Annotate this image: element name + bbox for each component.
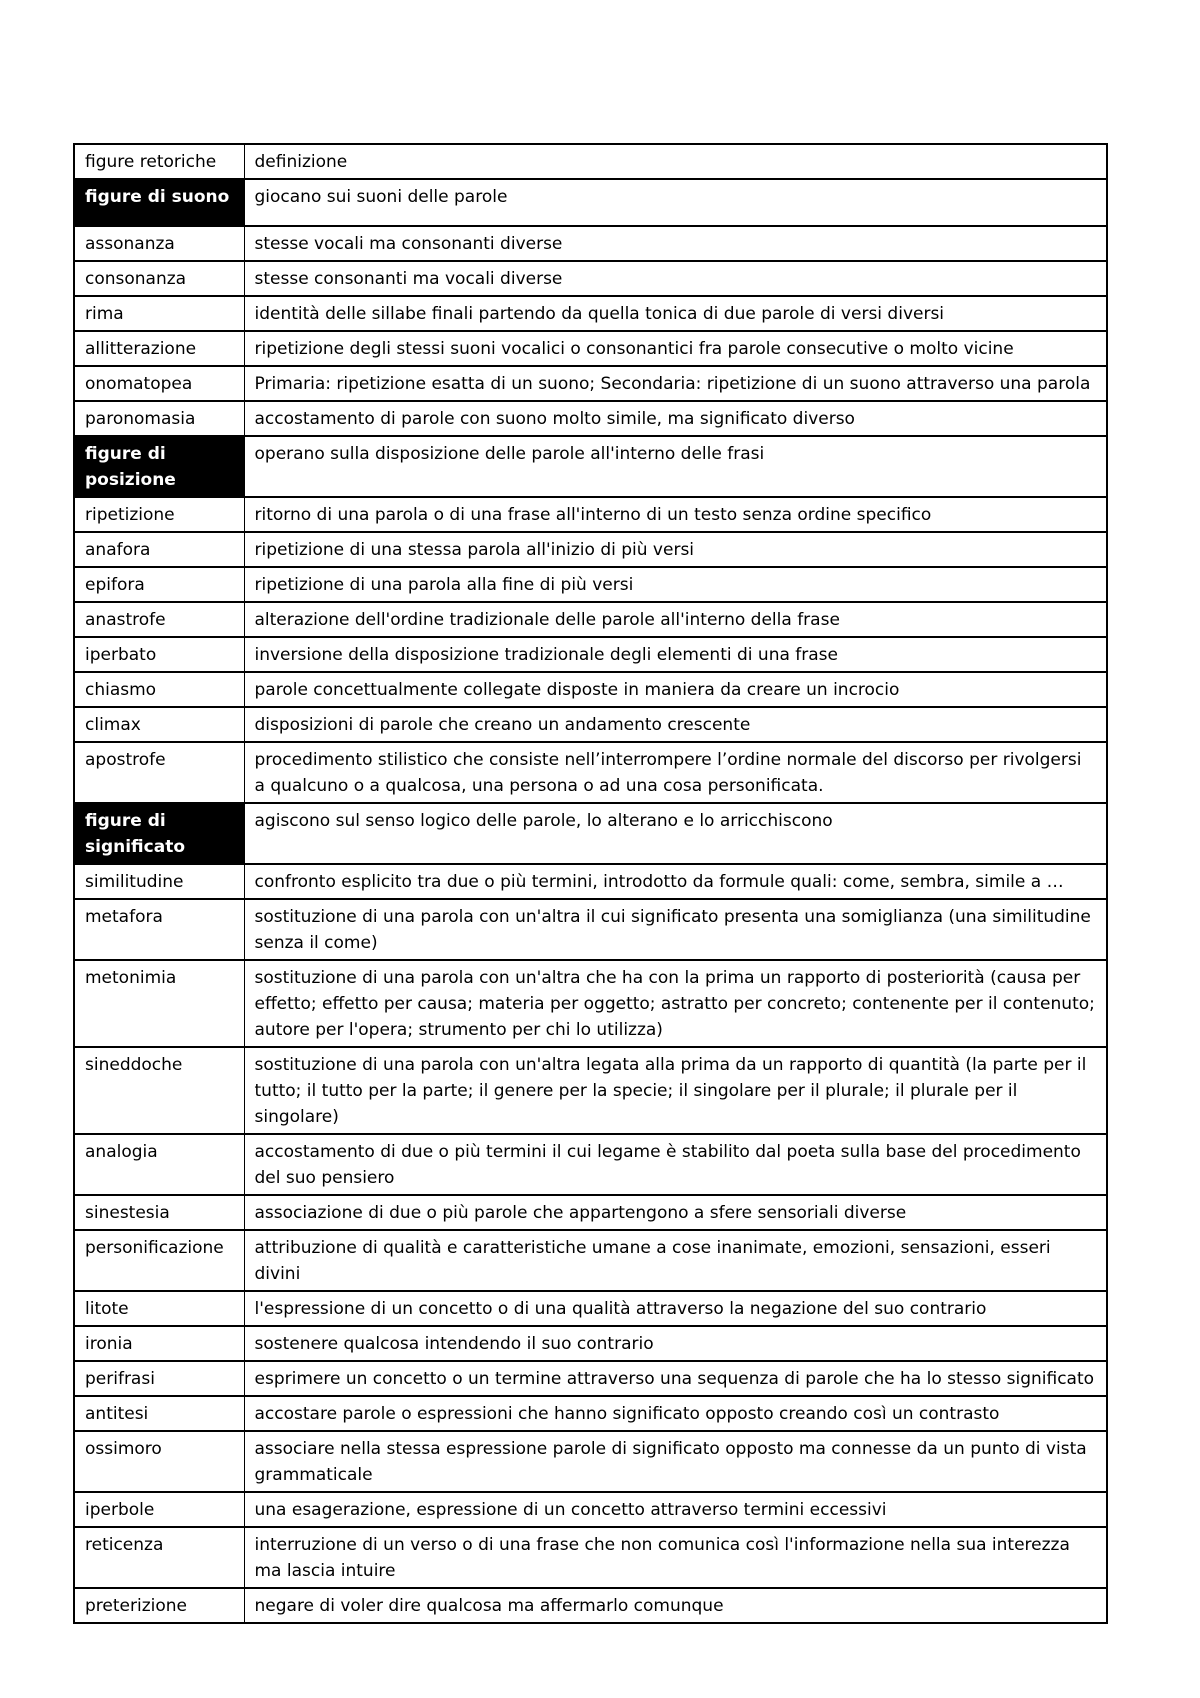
- table-row: [74, 1230, 1107, 1291]
- table-row: [74, 637, 1107, 672]
- header-definition: definizione: [244, 144, 1107, 179]
- definition-cell: associare nella stessa espressione parole di significato opposto ma connesse da un punto di vista grammaticale: [244, 1431, 1107, 1492]
- term-cell: metafora: [74, 899, 244, 960]
- definition-cell: ritorno di una parola o di una frase all'interno di un testo senza ordine specifico: [244, 497, 1107, 532]
- term-cell: paronomasia: [74, 401, 244, 436]
- table-row: [74, 1431, 1107, 1492]
- term-cell: iperbole: [74, 1492, 244, 1527]
- definition-cell: identità delle sillabe finali partendo da quella tonica di due parole di versi diversi: [244, 296, 1107, 331]
- table-row: [74, 672, 1107, 707]
- table-row: [74, 707, 1107, 742]
- header-term: figure retoriche: [74, 144, 244, 179]
- definition-cell: procedimento stilistico che consiste nell’interrompere l’ordine normale del discorso per rivolgersi a qualcuno o a qualcosa, una persona o ad una cosa personificata.: [244, 742, 1107, 803]
- definition-cell: inversione della disposizione tradizionale degli elementi di una frase: [244, 637, 1107, 672]
- table-row: [74, 899, 1107, 960]
- term-cell: ossimoro: [74, 1431, 244, 1492]
- table-row: [74, 864, 1107, 899]
- definition-cell: stesse consonanti ma vocali diverse: [244, 261, 1107, 296]
- term-cell: anastrofe: [74, 602, 244, 637]
- section-row: [74, 179, 1107, 226]
- term-cell: onomatopea: [74, 366, 244, 401]
- term-cell: antitesi: [74, 1396, 244, 1431]
- term-cell: similitudine: [74, 864, 244, 899]
- definition-cell: una esagerazione, espressione di un concetto attraverso termini eccessivi: [244, 1492, 1107, 1527]
- definition-cell: accostamento di parole con suono molto simile, ma significato diverso: [244, 401, 1107, 436]
- definition-cell: interruzione di un verso o di una frase che non comunica così l'informazione nella sua interezza ma lascia intuire: [244, 1527, 1107, 1588]
- term-cell: allitterazione: [74, 331, 244, 366]
- table-row: [74, 331, 1107, 366]
- table-row: [74, 261, 1107, 296]
- table-row: [74, 366, 1107, 401]
- table-row: [74, 532, 1107, 567]
- table-row: [74, 296, 1107, 331]
- term-cell: sineddoche: [74, 1047, 244, 1134]
- term-cell: anafora: [74, 532, 244, 567]
- term-cell: preterizione: [74, 1588, 244, 1623]
- table-row: [74, 602, 1107, 637]
- table-row: [74, 1588, 1107, 1623]
- section-row: [74, 803, 1107, 864]
- table-row: [74, 497, 1107, 532]
- table-row: [74, 742, 1107, 803]
- table-row: [74, 1047, 1107, 1134]
- table-row: [74, 401, 1107, 436]
- definition-cell: ripetizione di una parola alla fine di più versi: [244, 567, 1107, 602]
- section-description: operano sulla disposizione delle parole all'interno delle frasi: [244, 436, 1107, 497]
- term-cell: ripetizione: [74, 497, 244, 532]
- definition-cell: associazione di due o più parole che appartengono a sfere sensoriali diverse: [244, 1195, 1107, 1230]
- table-row: [74, 1396, 1107, 1431]
- section-row: [74, 436, 1107, 497]
- term-cell: perifrasi: [74, 1361, 244, 1396]
- table-row: [74, 1361, 1107, 1396]
- definition-cell: stesse vocali ma consonanti diverse: [244, 226, 1107, 261]
- term-cell: iperbato: [74, 637, 244, 672]
- term-cell: sinestesia: [74, 1195, 244, 1230]
- table-row: [74, 1527, 1107, 1588]
- rhetorical-figures-table: [73, 143, 1108, 1624]
- table-row: [74, 1291, 1107, 1326]
- definition-cell: accostare parole o espressioni che hanno significato opposto creando così un contrasto: [244, 1396, 1107, 1431]
- document-page: [73, 143, 1108, 1624]
- table-row: [74, 567, 1107, 602]
- section-description: agiscono sul senso logico delle parole, lo alterano e lo arricchiscono: [244, 803, 1107, 864]
- definition-cell: Primaria: ripetizione esatta di un suono; Secondaria: ripetizione di un suono attraverso una parola: [244, 366, 1107, 401]
- definition-cell: ripetizione degli stessi suoni vocalici o consonantici fra parole consecutive o molto vicine: [244, 331, 1107, 366]
- definition-cell: parole concettualmente collegate disposte in maniera da creare un incrocio: [244, 672, 1107, 707]
- term-cell: chiasmo: [74, 672, 244, 707]
- definition-cell: disposizioni di parole che creano un andamento crescente: [244, 707, 1107, 742]
- table-row: [74, 1134, 1107, 1195]
- definition-cell: sostituzione di una parola con un'altra il cui significato presenta una somiglianza (una similitudine senza il come): [244, 899, 1107, 960]
- definition-cell: sostenere qualcosa intendendo il suo contrario: [244, 1326, 1107, 1361]
- term-cell: metonimia: [74, 960, 244, 1047]
- term-cell: reticenza: [74, 1527, 244, 1588]
- definition-cell: alterazione dell'ordine tradizionale delle parole all'interno della frase: [244, 602, 1107, 637]
- definition-cell: l'espressione di un concetto o di una qualità attraverso la negazione del suo contrario: [244, 1291, 1107, 1326]
- section-title: figure di significato: [74, 803, 244, 864]
- term-cell: epifora: [74, 567, 244, 602]
- definition-cell: esprimere un concetto o un termine attraverso una sequenza di parole che ha lo stesso significato: [244, 1361, 1107, 1396]
- term-cell: rima: [74, 296, 244, 331]
- section-title: figure di posizione: [74, 436, 244, 497]
- table-row: [74, 960, 1107, 1047]
- definition-cell: ripetizione di una stessa parola all'inizio di più versi: [244, 532, 1107, 567]
- section-description: giocano sui suoni delle parole: [244, 179, 1107, 226]
- table-row: [74, 1492, 1107, 1527]
- table-header-row: [74, 144, 1107, 179]
- term-cell: assonanza: [74, 226, 244, 261]
- definition-cell: sostituzione di una parola con un'altra legata alla prima da un rapporto di quantità (la parte per il tutto; il tutto per la parte; il genere per la specie; il singolare per il plurale; il plurale per il singolare): [244, 1047, 1107, 1134]
- term-cell: apostrofe: [74, 742, 244, 803]
- term-cell: analogia: [74, 1134, 244, 1195]
- term-cell: ironia: [74, 1326, 244, 1361]
- definition-cell: attribuzione di qualità e caratteristiche umane a cose inanimate, emozioni, sensazioni, esseri divini: [244, 1230, 1107, 1291]
- term-cell: climax: [74, 707, 244, 742]
- table-row: [74, 1326, 1107, 1361]
- section-title: figure di suono: [74, 179, 244, 226]
- definition-cell: negare di voler dire qualcosa ma affermarlo comunque: [244, 1588, 1107, 1623]
- table-row: [74, 1195, 1107, 1230]
- term-cell: consonanza: [74, 261, 244, 296]
- definition-cell: accostamento di due o più termini il cui legame è stabilito dal poeta sulla base del procedimento del suo pensiero: [244, 1134, 1107, 1195]
- term-cell: personificazione: [74, 1230, 244, 1291]
- term-cell: litote: [74, 1291, 244, 1326]
- definition-cell: sostituzione di una parola con un'altra che ha con la prima un rapporto di posteriorità (causa per effetto; effetto per causa; materia per oggetto; astratto per concreto; contenente per il contenuto; autore per l'opera; strumento per chi lo utilizza): [244, 960, 1107, 1047]
- definition-cell: confronto esplicito tra due o più termini, introdotto da formule quali: come, sembra, simile a …: [244, 864, 1107, 899]
- table-row: [74, 226, 1107, 261]
